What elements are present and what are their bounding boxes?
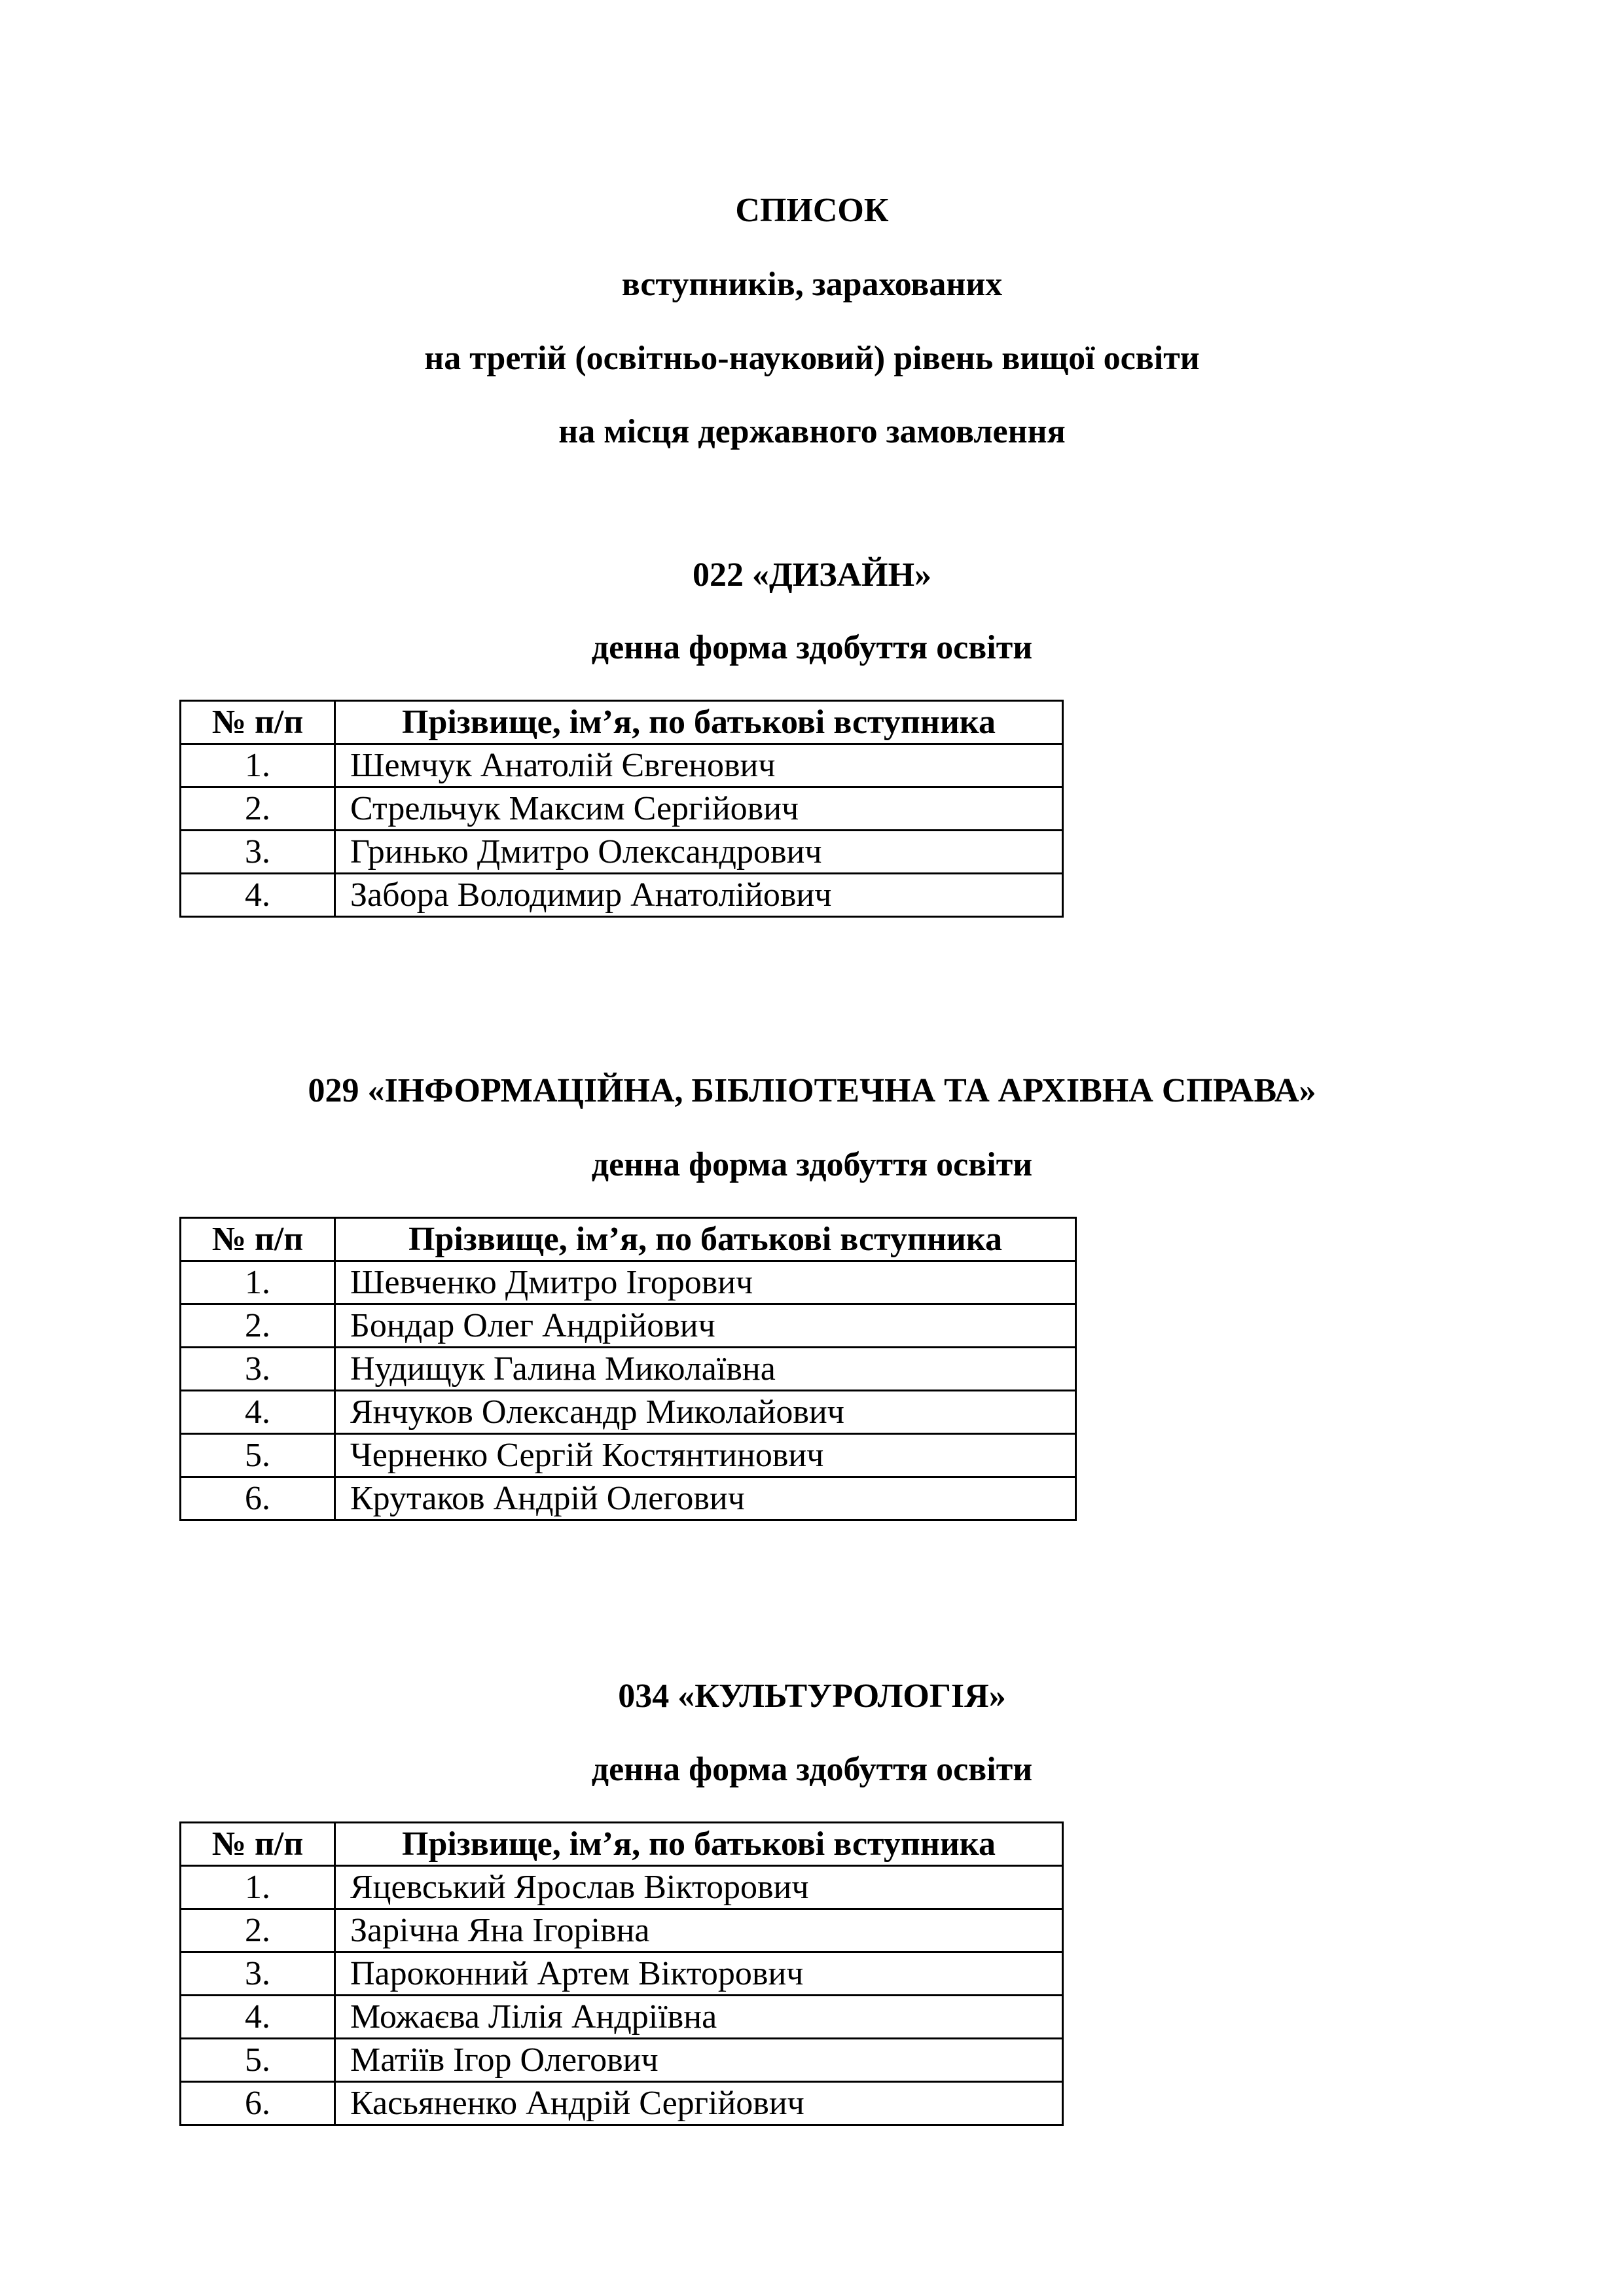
section-heading-design: 022 «ДИЗАЙН»: [692, 556, 932, 594]
table-row: [181, 874, 1063, 917]
table-row: [181, 2082, 1063, 2125]
row-name: Черненко Сергій Костянтинович: [335, 1434, 1076, 1477]
table-row: [181, 787, 1063, 831]
section-form-design: денна форма здобуття освіти: [591, 629, 1033, 666]
table-header-row: [181, 1823, 1063, 1866]
section-form-culturology: денна форма здобуття освіти: [591, 1751, 1033, 1788]
enrollment-table-culturology: [179, 1821, 1064, 2126]
enrollment-table-design: [179, 700, 1064, 918]
row-name: Пароконний Артем Вікторович: [335, 1952, 1063, 1996]
row-name: Стрельчук Максим Сергійович: [335, 787, 1063, 831]
section-form-information: денна форма здобуття освіти: [591, 1146, 1033, 1183]
row-number: 5.: [181, 2039, 335, 2082]
column-header-name: Прізвище, ім’я, по батькові вступника: [335, 1823, 1063, 1866]
row-number: 4.: [181, 1996, 335, 2039]
column-header-number: № п/п: [181, 701, 335, 744]
row-name: Зарічна Яна Ігорівна: [335, 1909, 1063, 1952]
table-row: [181, 2039, 1063, 2082]
row-number: 1.: [181, 1866, 335, 1909]
row-number: 1.: [181, 744, 335, 787]
row-number: 2.: [181, 1304, 335, 1348]
row-number: 3.: [181, 1952, 335, 1996]
document-subtitle-line-3: на місця державного замовлення: [558, 413, 1066, 450]
row-name: Нудищук Галина Миколаївна: [335, 1348, 1076, 1391]
section-heading-culturology: 034 «КУЛЬТУРОЛОГІЯ»: [618, 1677, 1006, 1715]
table-header-row: [181, 701, 1063, 744]
row-number: 5.: [181, 1434, 335, 1477]
table-row: [181, 1348, 1076, 1391]
row-name: Бондар Олег Андрійович: [335, 1304, 1076, 1348]
section-heading-information: 029 «ІНФОРМАЦІЙНА, БІБЛІОТЕЧНА ТА АРХІВНА СПРАВА»: [308, 1072, 1316, 1109]
column-header-number: № п/п: [181, 1218, 335, 1261]
row-name: Шевченко Дмитро Ігорович: [335, 1261, 1076, 1304]
row-number: 2.: [181, 1909, 335, 1952]
table-row: [181, 1434, 1076, 1477]
table-row: [181, 1304, 1076, 1348]
document-subtitle-line-2: на третій (освітньо-науковий) рівень вищої освіти: [424, 340, 1200, 377]
table-row: [181, 831, 1063, 874]
row-name: Касьяненко Андрій Сергійович: [335, 2082, 1063, 2125]
table-row: [181, 744, 1063, 787]
row-name: Крутаков Андрій Олегович: [335, 1477, 1076, 1520]
row-number: 4.: [181, 874, 335, 917]
row-name: Забора Володимир Анатолійович: [335, 874, 1063, 917]
table-row: [181, 1909, 1063, 1952]
row-number: 4.: [181, 1391, 335, 1434]
row-number: 6.: [181, 2082, 335, 2125]
column-header-number: № п/п: [181, 1823, 335, 1866]
table-row: [181, 1866, 1063, 1909]
table-header-row: [181, 1218, 1076, 1261]
row-number: 3.: [181, 831, 335, 874]
row-name: Матіїв Ігор Олегович: [335, 2039, 1063, 2082]
table-row: [181, 1261, 1076, 1304]
table-row: [181, 1391, 1076, 1434]
column-header-name: Прізвище, ім’я, по батькові вступника: [335, 701, 1063, 744]
enrollment-table-information: [179, 1217, 1077, 1521]
row-number: 6.: [181, 1477, 335, 1520]
row-name: Янчуков Олександр Миколайович: [335, 1391, 1076, 1434]
table-row: [181, 1952, 1063, 1996]
document-title: СПИСОК: [735, 192, 889, 229]
row-name: Яцевський Ярослав Вікторович: [335, 1866, 1063, 1909]
table-row: [181, 1477, 1076, 1520]
row-number: 3.: [181, 1348, 335, 1391]
column-header-name: Прізвище, ім’я, по батькові вступника: [335, 1218, 1076, 1261]
row-name: Шемчук Анатолій Євгенович: [335, 744, 1063, 787]
row-number: 1.: [181, 1261, 335, 1304]
document-subtitle-line-1: вступників, зарахованих: [621, 266, 1003, 303]
table-row: [181, 1996, 1063, 2039]
row-number: 2.: [181, 787, 335, 831]
row-name: Можаєва Лілія Андріївна: [335, 1996, 1063, 2039]
row-name: Гринько Дмитро Олександрович: [335, 831, 1063, 874]
